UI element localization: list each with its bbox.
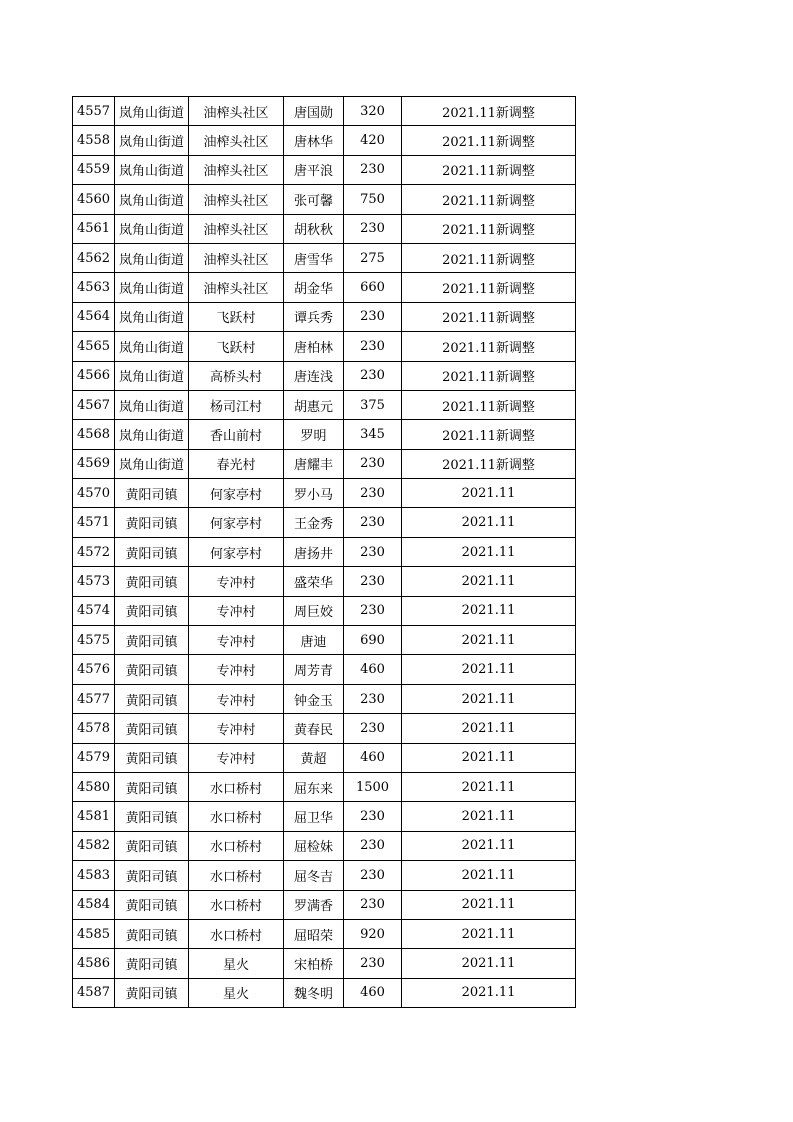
street-town-cell: 黄阳司镇 [115,508,189,537]
table-row [73,626,576,655]
village-community-cell: 杨司江村 [189,390,284,419]
person-name-cell: 谭兵秀 [284,302,344,331]
row-number-cell: 4583 [73,861,115,890]
adjustment-note-cell: 2021.11新调整 [402,126,576,155]
person-name-cell: 唐国勋 [284,97,344,126]
row-number-cell: 4586 [73,949,115,978]
street-town-cell: 岚角山街道 [115,214,189,243]
person-name-cell: 屈昭荣 [284,919,344,948]
village-community-cell: 油榨头社区 [189,155,284,184]
village-community-cell: 专冲村 [189,596,284,625]
row-number-cell: 4573 [73,567,115,596]
adjustment-note-cell: 2021.11新调整 [402,243,576,272]
row-number-cell: 4567 [73,390,115,419]
village-community-cell: 春光村 [189,449,284,478]
adjustment-note-cell: 2021.11 [402,949,576,978]
amount-cell: 460 [344,655,402,684]
adjustment-note-cell: 2021.11 [402,978,576,1007]
amount-cell: 230 [344,449,402,478]
person-name-cell: 罗明 [284,420,344,449]
adjustment-note-cell: 2021.11新调整 [402,155,576,184]
street-town-cell: 岚角山街道 [115,273,189,302]
amount-cell: 920 [344,919,402,948]
amount-cell: 460 [344,978,402,1007]
village-community-cell: 专冲村 [189,684,284,713]
street-town-cell: 岚角山街道 [115,302,189,331]
adjustment-note-cell: 2021.11 [402,567,576,596]
row-number-cell: 4580 [73,772,115,801]
village-community-cell: 专冲村 [189,655,284,684]
person-name-cell: 周芳青 [284,655,344,684]
table-row [73,479,576,508]
street-town-cell: 岚角山街道 [115,97,189,126]
adjustment-note-cell: 2021.11 [402,919,576,948]
amount-cell: 230 [344,714,402,743]
adjustment-note-cell: 2021.11 [402,831,576,860]
table-row [73,978,576,1007]
row-number-cell: 4560 [73,185,115,214]
table-row [73,949,576,978]
row-number-cell: 4574 [73,596,115,625]
record-table [72,96,576,1008]
village-community-cell: 飞跃村 [189,332,284,361]
adjustment-note-cell: 2021.11 [402,479,576,508]
amount-cell: 230 [344,361,402,390]
person-name-cell: 唐雪华 [284,243,344,272]
table-row [73,596,576,625]
amount-cell: 230 [344,949,402,978]
row-number-cell: 4558 [73,126,115,155]
person-name-cell: 魏冬明 [284,978,344,1007]
street-town-cell: 黄阳司镇 [115,479,189,508]
table-row [73,537,576,566]
person-name-cell: 黄超 [284,743,344,772]
adjustment-note-cell: 2021.11 [402,772,576,801]
village-community-cell: 专冲村 [189,743,284,772]
village-community-cell: 水口桥村 [189,802,284,831]
amount-cell: 230 [344,302,402,331]
table-row [73,508,576,537]
table-row [73,714,576,743]
amount-cell: 320 [344,97,402,126]
village-community-cell: 水口桥村 [189,772,284,801]
row-number-cell: 4561 [73,214,115,243]
table-row [73,743,576,772]
table-row [73,214,576,243]
street-town-cell: 黄阳司镇 [115,567,189,596]
person-name-cell: 张可馨 [284,185,344,214]
village-community-cell: 专冲村 [189,714,284,743]
adjustment-note-cell: 2021.11 [402,508,576,537]
row-number-cell: 4578 [73,714,115,743]
amount-cell: 230 [344,332,402,361]
village-community-cell: 水口桥村 [189,919,284,948]
row-number-cell: 4585 [73,919,115,948]
adjustment-note-cell: 2021.11 [402,655,576,684]
row-number-cell: 4577 [73,684,115,713]
street-town-cell: 岚角山街道 [115,390,189,419]
person-name-cell: 唐柏林 [284,332,344,361]
table-row [73,185,576,214]
table-row [73,420,576,449]
person-name-cell: 屈东来 [284,772,344,801]
amount-cell: 230 [344,596,402,625]
village-community-cell: 油榨头社区 [189,214,284,243]
adjustment-note-cell: 2021.11 [402,537,576,566]
row-number-cell: 4564 [73,302,115,331]
adjustment-note-cell: 2021.11新调整 [402,185,576,214]
table-row [73,655,576,684]
row-number-cell: 4559 [73,155,115,184]
person-name-cell: 唐扬井 [284,537,344,566]
table-row [73,919,576,948]
amount-cell: 275 [344,243,402,272]
person-name-cell: 罗小马 [284,479,344,508]
table-row [73,302,576,331]
row-number-cell: 4587 [73,978,115,1007]
village-community-cell: 油榨头社区 [189,185,284,214]
table-row [73,361,576,390]
village-community-cell: 油榨头社区 [189,243,284,272]
person-name-cell: 屈卫华 [284,802,344,831]
row-number-cell: 4566 [73,361,115,390]
street-town-cell: 黄阳司镇 [115,890,189,919]
village-community-cell: 水口桥村 [189,831,284,860]
person-name-cell: 黄春民 [284,714,344,743]
street-town-cell: 黄阳司镇 [115,684,189,713]
row-number-cell: 4570 [73,479,115,508]
table-row [73,567,576,596]
person-name-cell: 周巨姣 [284,596,344,625]
row-number-cell: 4569 [73,449,115,478]
village-community-cell: 星火 [189,949,284,978]
person-name-cell: 唐耀丰 [284,449,344,478]
adjustment-note-cell: 2021.11新调整 [402,449,576,478]
street-town-cell: 黄阳司镇 [115,861,189,890]
row-number-cell: 4565 [73,332,115,361]
record-table-body [73,97,576,1008]
village-community-cell: 油榨头社区 [189,273,284,302]
row-number-cell: 4557 [73,97,115,126]
row-number-cell: 4584 [73,890,115,919]
row-number-cell: 4568 [73,420,115,449]
village-community-cell: 专冲村 [189,567,284,596]
person-name-cell: 罗满香 [284,890,344,919]
amount-cell: 230 [344,155,402,184]
adjustment-note-cell: 2021.11 [402,890,576,919]
row-number-cell: 4563 [73,273,115,302]
street-town-cell: 黄阳司镇 [115,537,189,566]
street-town-cell: 岚角山街道 [115,126,189,155]
amount-cell: 460 [344,743,402,772]
adjustment-note-cell: 2021.11 [402,626,576,655]
village-community-cell: 星火 [189,978,284,1007]
table-row [73,390,576,419]
person-name-cell: 屈冬吉 [284,861,344,890]
table-row [73,273,576,302]
street-town-cell: 岚角山街道 [115,420,189,449]
street-town-cell: 黄阳司镇 [115,596,189,625]
table-row [73,772,576,801]
table-row [73,332,576,361]
village-community-cell: 专冲村 [189,626,284,655]
street-town-cell: 黄阳司镇 [115,919,189,948]
street-town-cell: 黄阳司镇 [115,655,189,684]
person-name-cell: 宋柏桥 [284,949,344,978]
adjustment-note-cell: 2021.11新调整 [402,390,576,419]
adjustment-note-cell: 2021.11 [402,714,576,743]
village-community-cell: 油榨头社区 [189,126,284,155]
adjustment-note-cell: 2021.11新调整 [402,361,576,390]
person-name-cell: 盛荣华 [284,567,344,596]
adjustment-note-cell: 2021.11 [402,743,576,772]
village-community-cell: 飞跃村 [189,302,284,331]
table-row [73,243,576,272]
adjustment-note-cell: 2021.11新调整 [402,273,576,302]
street-town-cell: 岚角山街道 [115,449,189,478]
street-town-cell: 岚角山街道 [115,155,189,184]
village-community-cell: 水口桥村 [189,890,284,919]
adjustment-note-cell: 2021.11新调整 [402,97,576,126]
adjustment-note-cell: 2021.11新调整 [402,214,576,243]
table-row [73,97,576,126]
village-community-cell: 何家亭村 [189,537,284,566]
street-town-cell: 黄阳司镇 [115,743,189,772]
table-row [73,890,576,919]
table-row [73,684,576,713]
adjustment-note-cell: 2021.11 [402,802,576,831]
person-name-cell: 唐连浅 [284,361,344,390]
amount-cell: 230 [344,479,402,508]
street-town-cell: 黄阳司镇 [115,949,189,978]
village-community-cell: 香山前村 [189,420,284,449]
person-name-cell: 唐林华 [284,126,344,155]
street-town-cell: 岚角山街道 [115,332,189,361]
adjustment-note-cell: 2021.11 [402,684,576,713]
street-town-cell: 黄阳司镇 [115,714,189,743]
village-community-cell: 油榨头社区 [189,97,284,126]
amount-cell: 230 [344,537,402,566]
village-community-cell: 何家亭村 [189,508,284,537]
village-community-cell: 水口桥村 [189,861,284,890]
row-number-cell: 4572 [73,537,115,566]
row-number-cell: 4571 [73,508,115,537]
row-number-cell: 4579 [73,743,115,772]
amount-cell: 1500 [344,772,402,801]
amount-cell: 230 [344,890,402,919]
amount-cell: 345 [344,420,402,449]
row-number-cell: 4576 [73,655,115,684]
person-name-cell: 胡秋秋 [284,214,344,243]
table-row [73,155,576,184]
adjustment-note-cell: 2021.11新调整 [402,332,576,361]
person-name-cell: 胡金华 [284,273,344,302]
table-row [73,861,576,890]
amount-cell: 230 [344,214,402,243]
row-number-cell: 4562 [73,243,115,272]
amount-cell: 230 [344,508,402,537]
table-row [73,831,576,860]
person-name-cell: 唐迪 [284,626,344,655]
village-community-cell: 何家亭村 [189,479,284,508]
adjustment-note-cell: 2021.11 [402,596,576,625]
amount-cell: 375 [344,390,402,419]
amount-cell: 660 [344,273,402,302]
table-row [73,802,576,831]
amount-cell: 750 [344,185,402,214]
street-town-cell: 黄阳司镇 [115,772,189,801]
amount-cell: 230 [344,861,402,890]
amount-cell: 230 [344,831,402,860]
amount-cell: 420 [344,126,402,155]
person-name-cell: 屈检妹 [284,831,344,860]
street-town-cell: 黄阳司镇 [115,626,189,655]
street-town-cell: 黄阳司镇 [115,831,189,860]
adjustment-note-cell: 2021.11新调整 [402,420,576,449]
street-town-cell: 岚角山街道 [115,361,189,390]
amount-cell: 230 [344,684,402,713]
person-name-cell: 胡惠元 [284,390,344,419]
street-town-cell: 黄阳司镇 [115,978,189,1007]
row-number-cell: 4575 [73,626,115,655]
person-name-cell: 王金秀 [284,508,344,537]
street-town-cell: 岚角山街道 [115,243,189,272]
amount-cell: 230 [344,802,402,831]
row-number-cell: 4581 [73,802,115,831]
street-town-cell: 黄阳司镇 [115,802,189,831]
village-community-cell: 高桥头村 [189,361,284,390]
table-row [73,449,576,478]
amount-cell: 230 [344,567,402,596]
amount-cell: 690 [344,626,402,655]
row-number-cell: 4582 [73,831,115,860]
adjustment-note-cell: 2021.11 [402,861,576,890]
street-town-cell: 岚角山街道 [115,185,189,214]
person-name-cell: 唐平浪 [284,155,344,184]
adjustment-note-cell: 2021.11新调整 [402,302,576,331]
person-name-cell: 钟金玉 [284,684,344,713]
table-row [73,126,576,155]
